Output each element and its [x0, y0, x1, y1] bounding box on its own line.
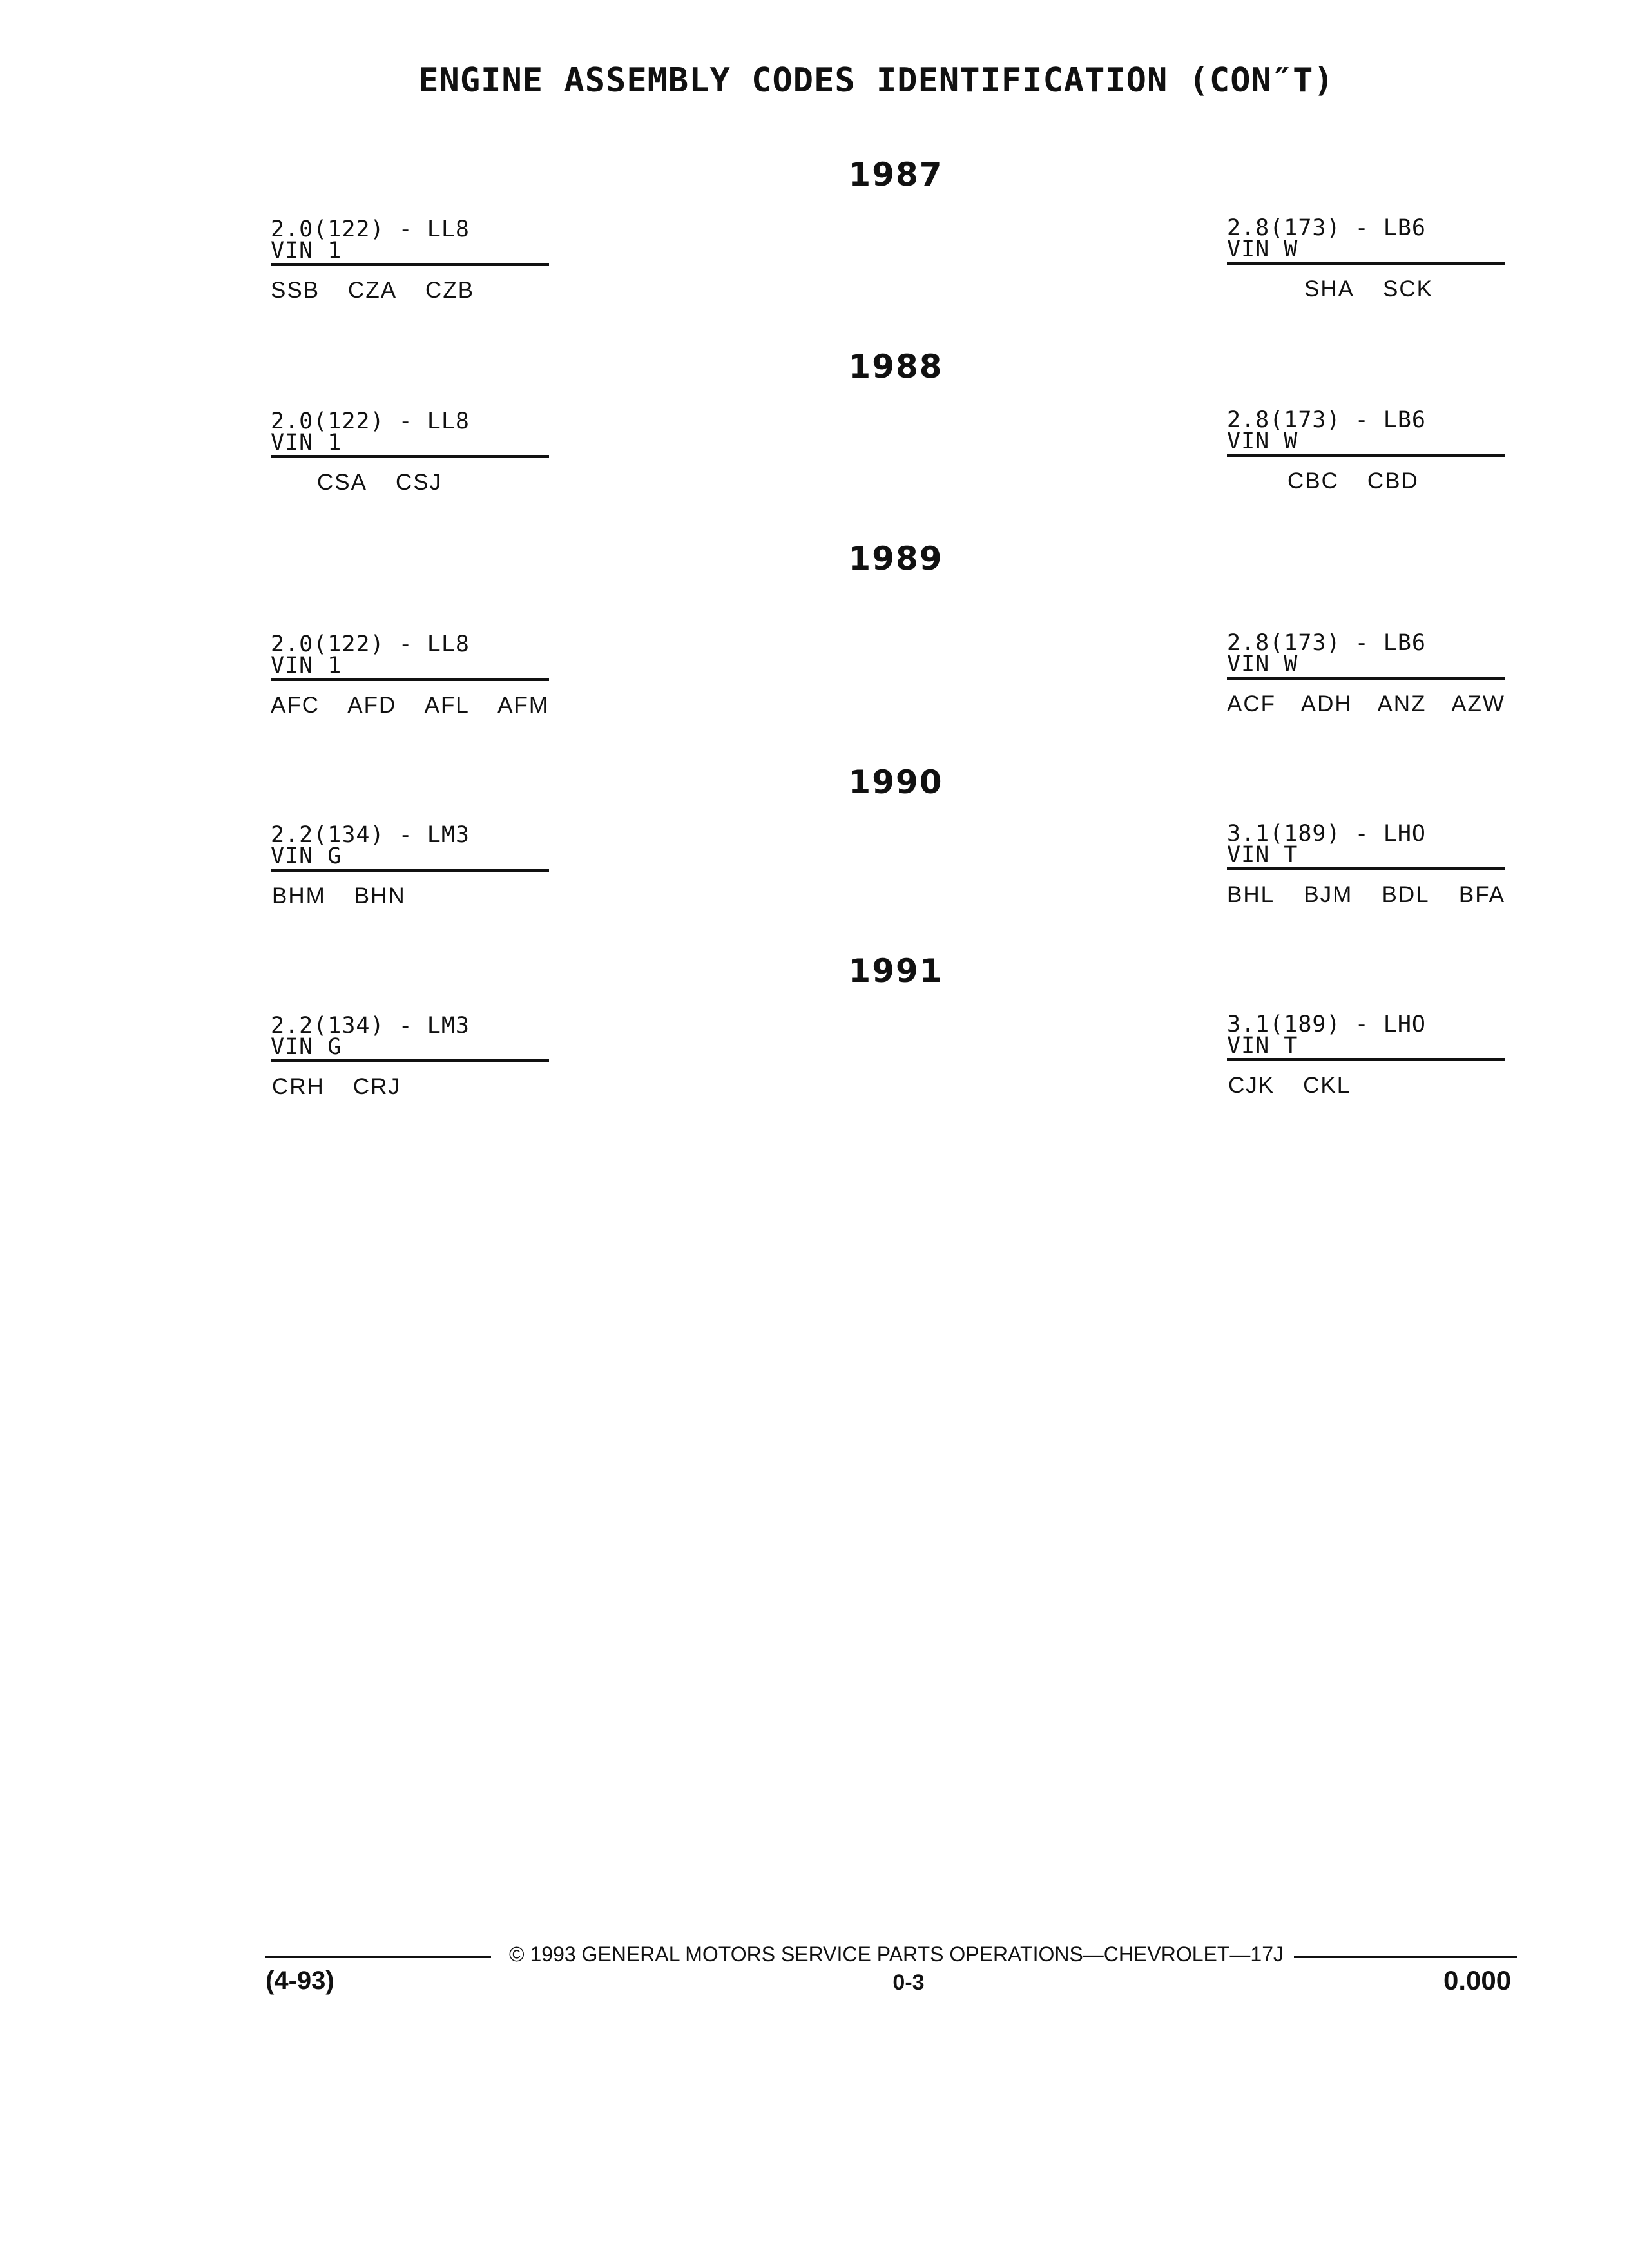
assembly-code: BHM — [272, 883, 326, 908]
year-heading-1991: 1991 — [848, 952, 943, 990]
engine-block-1988-left — [271, 408, 549, 495]
footer-page-number: 0-3 — [892, 1970, 925, 1995]
year-heading-1988: 1988 — [848, 348, 943, 385]
assembly-codes — [1227, 691, 1505, 717]
engine-size: 2.8(173) - LB6 — [1227, 215, 1427, 241]
assembly-code: AZW — [1451, 691, 1505, 716]
engine-block-1987-right — [1227, 215, 1505, 302]
assembly-code: BHN — [354, 883, 406, 908]
assembly-code: SCK — [1382, 276, 1433, 302]
engine-size: 2.0(122) - LL8 — [271, 216, 470, 242]
assembly-code: AFL — [424, 693, 470, 718]
engine-block-1990-right — [1227, 823, 1505, 908]
assembly-code: BDL — [1382, 882, 1430, 907]
assembly-code: CKL — [1303, 1073, 1351, 1098]
engine-vin: VIN T — [1227, 842, 1298, 868]
assembly-codes — [271, 693, 549, 718]
assembly-codes — [1227, 276, 1505, 302]
engine-header — [1227, 823, 1505, 870]
assembly-code: CSJ — [395, 470, 443, 495]
engine-header — [1227, 407, 1505, 457]
engine-vin: VIN W — [1227, 651, 1298, 677]
assembly-code: ACF — [1227, 691, 1276, 716]
assembly-code: BFA — [1458, 882, 1505, 907]
engine-size: 3.1(189) - LHO — [1227, 821, 1427, 847]
engine-block-1989-left — [271, 631, 549, 718]
assembly-codes — [1227, 1073, 1505, 1099]
engine-header — [271, 408, 549, 458]
engine-vin: VIN 1 — [271, 653, 342, 678]
assembly-code: CBD — [1367, 468, 1419, 494]
assembly-codes — [1227, 882, 1505, 908]
engine-size: 2.8(173) - LB6 — [1227, 407, 1427, 433]
assembly-code: AFD — [347, 693, 397, 718]
engine-size: 2.8(173) - LB6 — [1227, 630, 1427, 656]
engine-block-1990-left — [271, 822, 549, 909]
engine-vin: VIN T — [1227, 1033, 1298, 1059]
assembly-code: CRH — [272, 1074, 325, 1099]
assembly-code: SHA — [1304, 276, 1354, 302]
assembly-code: BJM — [1304, 882, 1353, 907]
assembly-code: SSB — [271, 278, 320, 303]
assembly-code: ANZ — [1377, 691, 1427, 716]
engine-header — [271, 1015, 549, 1062]
engine-size: 2.0(122) - LL8 — [271, 408, 470, 434]
footer-section-number: 0.000 — [1443, 1965, 1512, 1995]
assembly-code: ADH — [1300, 691, 1353, 716]
assembly-code: CSA — [317, 470, 367, 495]
engine-size: 2.2(134) - LM3 — [271, 1013, 470, 1039]
engine-header — [1227, 630, 1505, 680]
assembly-codes — [271, 1074, 549, 1100]
engine-block-1989-right — [1227, 630, 1505, 717]
engine-block-1991-left — [271, 1015, 549, 1100]
engine-size: 3.1(189) - LHO — [1227, 1012, 1427, 1037]
assembly-code: BHL — [1227, 882, 1275, 907]
assembly-codes — [271, 470, 549, 495]
engine-vin: VIN W — [1227, 236, 1298, 262]
footer-rule-left — [265, 1956, 491, 1958]
engine-block-1988-right — [1227, 407, 1505, 494]
engine-block-1991-right — [1227, 1014, 1505, 1099]
engine-header — [1227, 215, 1505, 265]
assembly-codes — [271, 883, 549, 909]
engine-header — [1227, 1014, 1505, 1061]
assembly-codes — [271, 278, 549, 303]
assembly-code: CZA — [348, 278, 398, 303]
footer-date-code: (4-93) — [265, 1966, 334, 1995]
page-title: ENGINE ASSEMBLY CODES IDENTIFICATION (CON″T) — [418, 61, 1335, 100]
engine-header — [271, 216, 549, 266]
assembly-code: CBC — [1287, 468, 1339, 494]
assembly-code: AFM — [497, 693, 549, 718]
engine-header — [271, 822, 549, 872]
assembly-code: CJK — [1228, 1073, 1275, 1098]
assembly-code: CZB — [425, 278, 475, 303]
year-heading-1987: 1987 — [848, 156, 943, 193]
footer-copyright: © 1993 GENERAL MOTORS SERVICE PARTS OPERATIONS—CHEVROLET—17J — [509, 1943, 1284, 1966]
footer-rule-right — [1294, 1956, 1517, 1958]
year-heading-1989: 1989 — [848, 540, 943, 577]
engine-size: 2.2(134) - LM3 — [271, 822, 470, 848]
engine-vin: VIN G — [271, 843, 342, 869]
engine-vin: VIN 1 — [271, 430, 342, 456]
assembly-codes — [1227, 468, 1505, 494]
assembly-code: AFC — [271, 693, 320, 718]
engine-vin: VIN 1 — [271, 238, 342, 264]
engine-size: 2.0(122) - LL8 — [271, 631, 470, 657]
engine-header — [271, 631, 549, 681]
assembly-code: CRJ — [352, 1074, 401, 1099]
engine-vin: VIN G — [271, 1034, 342, 1060]
year-heading-1990: 1990 — [848, 764, 943, 801]
engine-block-1987-left — [271, 216, 549, 303]
engine-vin: VIN W — [1227, 428, 1298, 454]
